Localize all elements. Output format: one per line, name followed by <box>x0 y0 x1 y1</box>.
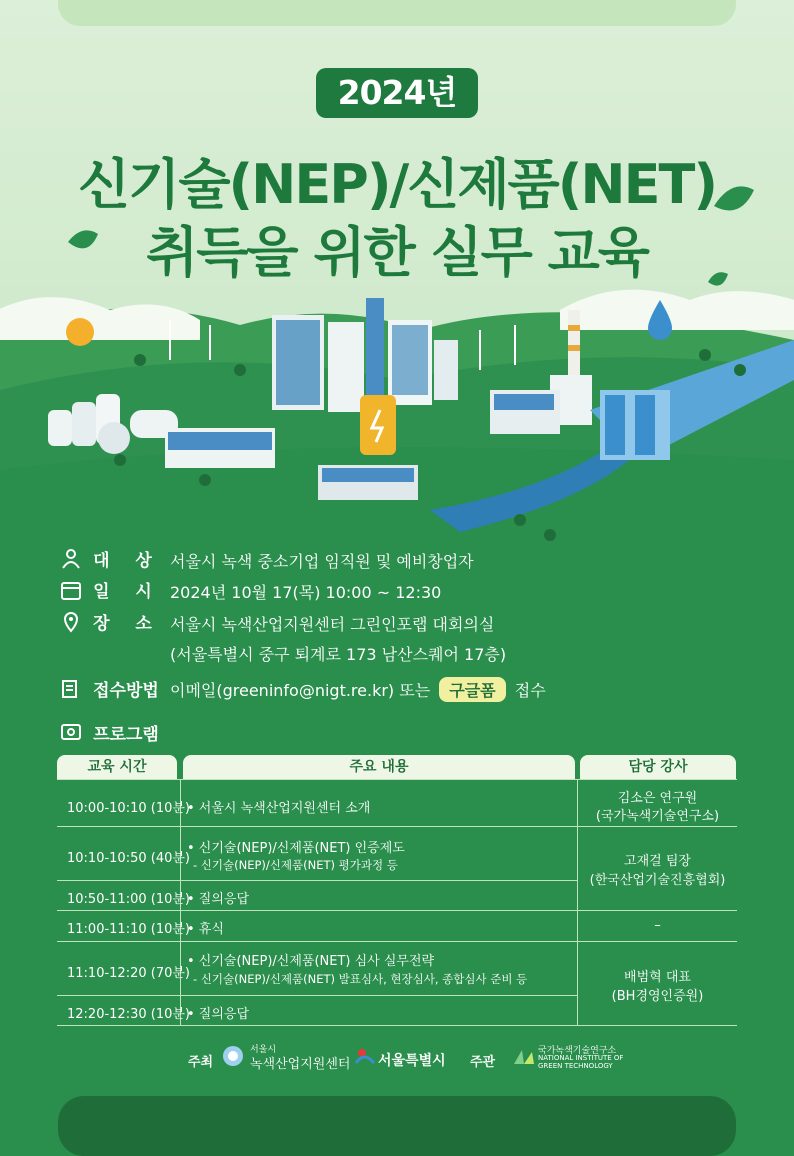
table-header-content: 주요 내용 <box>183 755 575 779</box>
program-heading: 프로그램 <box>60 720 159 745</box>
people-icon <box>60 548 82 570</box>
table-header-speaker: 담당 강사 <box>580 755 736 779</box>
page-subtitle: 취득을 위한 실무 교육 <box>146 221 648 284</box>
city-illustration <box>0 270 794 570</box>
info-date-value: 2024년 10월 17(목) 10:00 ~ 12:30 <box>170 583 442 602</box>
bottom-decoration <box>58 1096 736 1156</box>
google-form-badge[interactable]: 구글폼 <box>439 677 505 702</box>
calendar-icon <box>60 579 82 601</box>
table-row-content: • 신기술(NEP)/신제품(NET) 인증제도 <box>187 841 405 856</box>
speaker-name: 고재걸 팀장 <box>624 854 691 869</box>
info-apply: 접수방법 <box>60 676 159 701</box>
organizer-en1: NATIONAL INSTITUTE OF <box>538 1054 624 1062</box>
table-header-time: 교육 시간 <box>57 755 177 779</box>
divider <box>57 941 737 942</box>
divider <box>57 826 737 827</box>
table-row-content: • 휴식 <box>187 922 224 937</box>
info-target-value: 서울시 녹색 중소기업 임직원 및 예비창업자 <box>170 552 474 571</box>
info-place-value: 서울시 녹색산업지원센터 그린인포랩 대회의실 <box>170 615 495 634</box>
table-row-sub: - 신기술(NEP)/신제품(NET) 발표심사, 현장심사, 종합심사 준비 등 <box>193 972 528 986</box>
info-place: 장 소 <box>60 609 162 634</box>
speaker-name: 배범혁 대표 <box>624 970 691 985</box>
info-apply-value: 이메일(greeninfo@nigt.re.kr) 또는 구글폼 접수 <box>170 677 546 702</box>
page-title: 신기술(NEP)/신제품(NET) <box>78 153 716 216</box>
organizer-label: 주관 <box>470 1055 496 1070</box>
host1-small: 서울시 <box>250 1045 277 1055</box>
speaker-org: (국가녹색기술연구소) <box>595 809 720 824</box>
table-row-time: 12:20-12:30 (10분) <box>67 1007 190 1022</box>
host-logo-icon <box>221 1044 245 1068</box>
organizer-en2: GREEN TECHNOLOGY <box>538 1062 613 1070</box>
info-date: 일 시 <box>60 577 162 602</box>
table-row-sub: - 신기술(NEP)/신제품(NET) 평가과정 등 <box>193 858 398 872</box>
divider <box>57 779 737 780</box>
info-target: 대 상 <box>60 546 162 571</box>
location-icon <box>60 611 82 633</box>
speaker-name: 김소은 연구원 <box>617 791 698 806</box>
monitor-icon <box>60 722 82 744</box>
table-row-time: 10:50-11:00 (10분) <box>67 892 190 907</box>
table-row-time: 11:10-12:20 (70분) <box>67 966 190 981</box>
host2-name: 서울특별시 <box>378 1053 446 1069</box>
speaker-name: – <box>654 918 661 933</box>
seoul-logo-icon <box>354 1045 376 1067</box>
top-decoration <box>58 0 736 26</box>
host-label: 주최 <box>188 1055 214 1070</box>
divider <box>57 880 577 881</box>
host1-name: 녹색산업지원센터 <box>250 1057 351 1072</box>
speaker-org: (한국산업기술진흥협회) <box>589 873 726 888</box>
nigt-logo-icon <box>512 1046 536 1068</box>
table-row-content: • 질의응답 <box>187 1007 250 1022</box>
divider <box>57 910 737 911</box>
organizer-small: 국가녹색기술연구소 <box>538 1046 617 1056</box>
table-row-time: 10:00-10:10 (10분) <box>67 801 190 816</box>
divider <box>57 1025 737 1026</box>
table-row-content: • 질의응답 <box>187 892 250 907</box>
info-place-address: (서울특별시 중구 퇴계로 173 남산스퀘어 17층) <box>170 645 507 664</box>
table-row-content: • 서울시 녹색산업지원센터 소개 <box>187 801 371 816</box>
speaker-org: (BH경영인증원) <box>611 989 704 1004</box>
year-badge: 2024년 <box>316 68 478 118</box>
table-row-content: • 신기술(NEP)/신제품(NET) 심사 실무전략 <box>187 954 435 969</box>
divider <box>57 995 577 996</box>
table-row-time: 10:10-10:50 (40분) <box>67 851 190 866</box>
form-icon <box>60 678 82 700</box>
table-row-time: 11:00-11:10 (10분) <box>67 922 190 937</box>
